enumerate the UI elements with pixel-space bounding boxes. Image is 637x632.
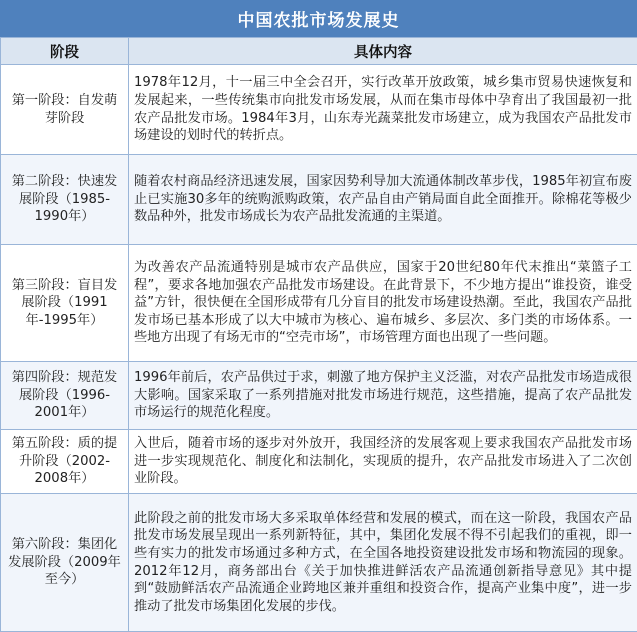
table-row: [1, 245, 637, 362]
content-cell: 此阶段之前的批发市场大多采取单体经营和发展的模式，而在这一阶段，我国农产品批发市场发展呈现出一系列新特征，其中，集团化发展不得不引起我们的重视，即一些有实力的批发市场通过多种方式，在全国各地投资建设批发市场和物流园的现象。2012年12月，商务部出台《关于加快推进鲜活农产品流通创新指导意见》其中提到“鼓励鲜活农产品流通企业跨地区兼并重组和投资合作，提高产业集中度”，进一步推动了批发市场集团化发展的步伐。: [129, 494, 637, 632]
content-cell: 入世后，随着市场的逐步对外放开，我国经济的发展客观上要求我国农产品批发市场进一步实现规范化、制度化和法制化，实现质的提升，农产品批发市场进入了二次创业阶段。: [129, 430, 637, 494]
table-row: [1, 494, 637, 632]
content-cell: 为改善农产品流通特别是城市农产品供应，国家于20世纪80年代末推出“菜篮子工程”，要求各地加强农产品批发市场建设。在此背景下，不少地方提出“谁投资，谁受益”方针，很快便在全国形成带有几分盲目的批发市场建设热潮。至此，我国农产品批发市场已基本形成了以大中城市为核心、遍布城乡、多层次、多门类的市场体系。一些地方出现了有场无市的“空壳市场”，市场管理方面也出现了一些问题。: [129, 245, 637, 362]
table-title: 中国农批市场发展史: [0, 0, 637, 37]
header-row: [1, 38, 637, 65]
history-table: [0, 37, 637, 632]
stage-cell: 第五阶段：质的提升阶段（2002-2008年）: [1, 430, 129, 494]
header-content: 具体内容: [129, 38, 637, 65]
table-row: [1, 362, 637, 430]
stage-cell: 第六阶段：集团化发展阶段（2009年至今）: [1, 494, 129, 632]
content-cell: 1978年12月，十一届三中全会召开，实行改革开放政策，城乡集市贸易快速恢复和发展起来，一些传统集市向批发市场发展，从而在集市母体中孕育出了我国最初一批农产品批发市场。1984年3月，山东寿光蔬菜批发市场建立，成为我国农产品批发市场建设的划时代的转折点。: [129, 65, 637, 155]
stage-cell: 第一阶段：自发萌芽阶段: [1, 65, 129, 155]
table-row: [1, 65, 637, 155]
table-row: [1, 155, 637, 245]
content-cell: 随着农村商品经济迅速发展，国家因势利导加大流通体制改革步伐，1985年初宣布废止已实施30多年的统购派购政策，农产品自由产销局面自此全面推开。除棉花等极少数品种外，批发市场成长为农产品批发流通的主渠道。: [129, 155, 637, 245]
header-stage: 阶段: [1, 38, 129, 65]
stage-cell: 第四阶段：规范发展阶段（1996-2001年）: [1, 362, 129, 430]
stage-cell: 第三阶段：盲目发展阶段（1991年-1995年）: [1, 245, 129, 362]
content-cell: 1996年前后，农产品供过于求，刺激了地方保护主义泛滥，对农产品批发市场造成很大影响。国家采取了一系列措施对批发市场进行规范，这些措施，提高了农产品批发市场运行的规范化程度。: [129, 362, 637, 430]
stage-cell: 第二阶段：快速发展阶段（1985-1990年）: [1, 155, 129, 245]
table-row: [1, 430, 637, 494]
